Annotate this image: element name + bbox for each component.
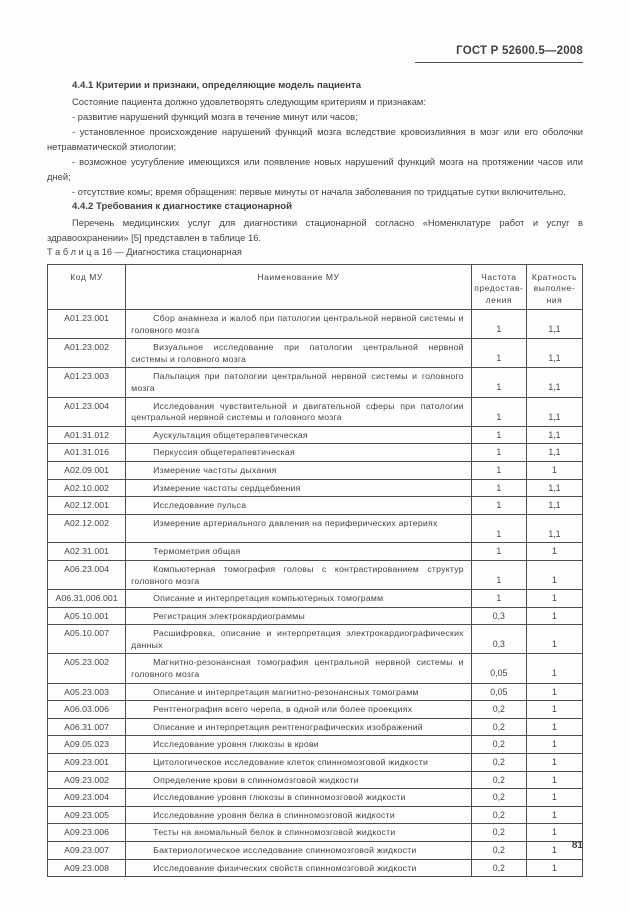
cell-frequency — [471, 444, 526, 462]
cell-service-code — [48, 771, 126, 789]
clause-442-paragraph-1: Перечень медицинских услуг для диагностики стационарной согласно «Номенклатуре работ и услуг в здравоохранении» [5] представлен в таблице 16. — [47, 216, 583, 243]
service-code-text: A01.31.016 — [64, 447, 110, 458]
cell-service-name — [126, 479, 472, 497]
multiplicity-value: 1,1 — [548, 382, 561, 393]
column-header-multiplicity-line-3: ния — [546, 294, 563, 305]
cell-multiplicity — [526, 859, 582, 877]
frequency-value: 0,3 — [492, 639, 505, 650]
cell-service-name — [126, 426, 472, 444]
column-header-code — [48, 265, 126, 310]
cell-frequency — [471, 654, 526, 683]
cell-frequency — [471, 479, 526, 497]
page-number: 81 — [571, 840, 583, 851]
table-row — [48, 607, 583, 625]
cell-service-code — [48, 560, 126, 589]
service-name-text: Исследование физических свойств спинномозговой жидкости — [153, 862, 417, 873]
table-row — [48, 590, 583, 608]
cell-multiplicity — [526, 368, 582, 397]
service-name-text: Определение крови в спинномозговой жидкости — [153, 774, 359, 785]
frequency-value: 0,2 — [492, 792, 505, 803]
cell-service-code — [48, 444, 126, 462]
table-row — [48, 754, 583, 772]
cell-service-code — [48, 718, 126, 736]
service-name-text: Пальпация при патологии центральной нервной системы и головного мозга — [131, 371, 464, 393]
cell-multiplicity — [526, 736, 582, 754]
cell-multiplicity — [526, 461, 582, 479]
cell-service-name — [126, 339, 472, 368]
cell-frequency — [471, 310, 526, 339]
table-caption — [47, 246, 242, 259]
frequency-value: 0,2 — [492, 809, 505, 820]
cell-frequency — [471, 397, 526, 426]
multiplicity-value: 1 — [551, 862, 557, 873]
service-code-text: A01.23.002 — [64, 342, 110, 353]
cell-multiplicity — [526, 625, 582, 654]
column-header-name-text: Наименование МУ — [257, 272, 340, 282]
cell-multiplicity — [526, 789, 582, 807]
cell-frequency — [471, 771, 526, 789]
table-row — [48, 339, 583, 368]
table-row — [48, 426, 583, 444]
frequency-value: 1 — [496, 429, 502, 440]
column-header-name — [126, 265, 472, 310]
service-code-text: A02.09.001 — [64, 464, 110, 475]
column-header-frequency-line-3: ления — [485, 294, 513, 305]
cell-service-name — [126, 718, 472, 736]
cell-frequency — [471, 789, 526, 807]
service-name-text: Сбор анамнеза и жалоб при патологии центральной нервной системы и головного мозга — [131, 313, 464, 335]
cell-service-name — [126, 806, 472, 824]
cell-service-name — [126, 789, 472, 807]
column-header-frequency-line-1: Частота — [481, 272, 517, 282]
cell-multiplicity — [526, 754, 582, 772]
service-name-text: Тесты на аномальный белок в спинномозговой жидкости — [153, 827, 396, 838]
cell-service-code — [48, 590, 126, 608]
cell-service-name — [126, 736, 472, 754]
table-row — [48, 497, 583, 515]
table-row — [48, 625, 583, 654]
multiplicity-value: 1 — [551, 574, 557, 585]
service-code-text: A01.23.001 — [64, 313, 110, 323]
cell-service-name — [126, 824, 472, 842]
cell-service-code — [48, 310, 126, 339]
table-row — [48, 806, 583, 824]
cell-frequency — [471, 718, 526, 736]
cell-frequency — [471, 859, 526, 877]
table-caption-title: Диагностика стационарная — [126, 247, 242, 257]
multiplicity-value: 1 — [551, 809, 557, 820]
service-name-text: Измерение артериального давления на периферических артериях — [153, 517, 438, 528]
multiplicity-value: 1 — [551, 639, 557, 650]
cell-service-code — [48, 514, 126, 543]
service-code-text: A05.23.003 — [64, 686, 110, 697]
service-name-text: Исследование пульса — [153, 500, 247, 511]
service-name-text: Визуальное исследование при патологии центральной нервной системы и головного мозга — [131, 342, 464, 364]
service-code-text: A01.23.004 — [64, 400, 110, 411]
service-name-text: Магнитно-резонансная томография центральной нервной системы и головного мозга — [131, 657, 464, 680]
column-header-frequency — [471, 265, 526, 310]
clause-heading-442: 4.4.2 Требования к диагностике стационарной — [72, 201, 293, 213]
service-name-text: Измерение частоты сердцебиения — [153, 482, 301, 493]
frequency-value: 1 — [496, 482, 502, 493]
table-row — [48, 444, 583, 462]
multiplicity-value: 1,1 — [548, 447, 561, 458]
cell-service-name — [126, 497, 472, 515]
table-row — [48, 771, 583, 789]
frequency-value: 0,2 — [492, 827, 505, 838]
cell-multiplicity — [526, 683, 582, 701]
service-name-text: Исследование уровня белка в спинномозговой жидкости — [153, 809, 395, 820]
service-name-text: Бактериологическое исследование спинномозговой жидкости — [153, 845, 417, 855]
service-name-text: Термометрия общая — [153, 546, 241, 557]
service-name-text: Расшифровка, описание и интерпретация электрокардиографических данных — [131, 628, 464, 650]
service-code-text: A09.23.006 — [64, 827, 110, 838]
column-header-multiplicity-line-2: выполне- — [533, 283, 576, 294]
table-row — [48, 701, 583, 719]
service-code-text: A02.12.002 — [64, 517, 110, 528]
cell-multiplicity — [526, 310, 582, 339]
frequency-value: 1 — [496, 411, 502, 422]
cell-multiplicity — [526, 560, 582, 589]
multiplicity-value: 1 — [551, 827, 557, 838]
cell-frequency — [471, 683, 526, 701]
cell-service-code — [48, 701, 126, 719]
frequency-value: 1 — [496, 593, 502, 604]
service-code-text: A06.31.007 — [64, 721, 110, 732]
table-row — [48, 789, 583, 807]
frequency-value: 1 — [496, 324, 502, 334]
table-row — [48, 461, 583, 479]
clause-441-paragraph-5: - отсутствие комы; время обращения: первые минуты от начала заболевания по тридцатые сутки включительно. — [72, 186, 566, 198]
frequency-value: 0,2 — [492, 721, 505, 732]
multiplicity-value: 1 — [551, 610, 557, 621]
cell-multiplicity — [526, 806, 582, 824]
cell-frequency — [471, 754, 526, 772]
cell-frequency — [471, 590, 526, 608]
multiplicity-value: 1,1 — [548, 429, 561, 440]
frequency-value: 1 — [496, 464, 502, 475]
table-header-row — [48, 265, 583, 310]
cell-multiplicity — [526, 426, 582, 444]
service-code-text: A05.10.001 — [64, 610, 110, 621]
multiplicity-value: 1 — [551, 686, 557, 697]
cell-frequency — [471, 806, 526, 824]
multiplicity-value: 1,1 — [548, 411, 561, 422]
multiplicity-value: 1 — [551, 774, 557, 785]
service-name-text: Перкуссия общетерапевтическая — [153, 447, 295, 458]
clause-heading-441: 4.4.1 Критерии и признаки, определяющие модель пациента — [72, 80, 362, 91]
multiplicity-value: 1,1 — [548, 353, 561, 364]
cell-multiplicity — [526, 444, 582, 462]
service-name-text: Исследование уровня глюкозы в крови — [153, 739, 319, 750]
column-header-frequency-text — [472, 265, 526, 306]
frequency-value: 1 — [496, 574, 502, 585]
column-header-frequency-line-2: предостав- — [474, 283, 524, 294]
cell-multiplicity — [526, 514, 582, 543]
cell-service-code — [48, 397, 126, 426]
service-name-text: Рентгенография всего черепа, в одной или более проекциях — [153, 704, 413, 715]
cell-multiplicity — [526, 654, 582, 683]
cell-service-name — [126, 771, 472, 789]
frequency-value: 1 — [496, 447, 502, 458]
cell-multiplicity — [526, 590, 582, 608]
cell-frequency — [471, 625, 526, 654]
multiplicity-value: 1 — [551, 739, 557, 750]
cell-service-name — [126, 514, 472, 543]
table-caption-label: Т а б л и ц а 16 — [47, 247, 112, 257]
service-code-text: A05.23.002 — [64, 657, 110, 668]
service-code-text: A05.10.007 — [64, 628, 110, 639]
cell-service-name — [126, 625, 472, 654]
cell-frequency — [471, 701, 526, 719]
table-row — [48, 654, 583, 683]
service-name-text: Описание и интерпретация рентгенографических изображений — [153, 721, 423, 732]
column-header-multiplicity-text — [527, 265, 582, 306]
multiplicity-value: 1 — [551, 464, 557, 475]
multiplicity-value: 1,1 — [548, 500, 561, 511]
cell-frequency — [471, 461, 526, 479]
cell-multiplicity — [526, 543, 582, 561]
service-name-text: Измерение частоты дыхания — [153, 464, 277, 475]
multiplicity-value: 1 — [551, 757, 557, 768]
clause-441-paragraph-3: - установленное происхождение нарушений функций мозга вследствие кровоизлияния в мозг или его оболочки нетравматической этиологии; — [47, 125, 583, 152]
cell-service-code — [48, 683, 126, 701]
cell-frequency — [471, 426, 526, 444]
clause-441-paragraph-4: - возможное усугубление имеющихся или появление новых нарушений функций мозга на протяжении часов или дней; — [47, 155, 583, 183]
cell-multiplicity — [526, 339, 582, 368]
service-code-text: A01.23.003 — [64, 371, 110, 382]
service-code-text: A09.23.002 — [64, 774, 110, 785]
cell-service-name — [126, 754, 472, 772]
frequency-value: 1 — [496, 500, 502, 511]
column-header-multiplicity-line-1: Кратность — [531, 272, 577, 282]
cell-multiplicity — [526, 701, 582, 719]
multiplicity-value: 1 — [551, 546, 557, 557]
table-row — [48, 560, 583, 589]
frequency-value: 0,05 — [490, 686, 508, 697]
service-code-text: A06.31.006.001 — [55, 593, 118, 604]
cell-service-code — [48, 859, 126, 877]
cell-service-code — [48, 789, 126, 807]
table-row — [48, 479, 583, 497]
service-code-text: A06.23.004 — [64, 563, 110, 574]
column-header-code-text: Код МУ — [70, 272, 103, 282]
column-header-multiplicity — [526, 265, 582, 310]
frequency-value: 1 — [496, 528, 502, 539]
cell-frequency — [471, 842, 526, 860]
cell-service-code — [48, 543, 126, 561]
service-name-text: Описание и интерпретация компьютерных томограмм — [153, 593, 384, 604]
multiplicity-value: 1 — [551, 721, 557, 732]
service-code-text: A09.05.023 — [64, 739, 110, 750]
cell-service-code — [48, 842, 126, 860]
clause-441-paragraph-1: Состояние пациента должно удовлетворять следующим критериям и признакам: — [72, 95, 426, 107]
cell-service-code — [48, 654, 126, 683]
cell-frequency — [471, 607, 526, 625]
cell-service-name — [126, 310, 472, 339]
cell-service-name — [126, 560, 472, 589]
multiplicity-value: 1,1 — [548, 324, 561, 334]
cell-service-code — [48, 339, 126, 368]
service-code-text: A09.23.008 — [64, 862, 110, 873]
multiplicity-value: 1 — [551, 792, 557, 803]
cell-service-code — [48, 806, 126, 824]
multiplicity-value: 1 — [551, 845, 557, 855]
cell-service-name — [126, 607, 472, 625]
cell-service-code — [48, 461, 126, 479]
cell-service-code — [48, 497, 126, 515]
frequency-value: 0,2 — [492, 739, 505, 750]
frequency-value: 1 — [496, 353, 502, 364]
table-row — [48, 824, 583, 842]
table-caption-dash: — — [114, 247, 124, 257]
cell-service-code — [48, 754, 126, 772]
table-header — [48, 265, 583, 310]
frequency-value: 1 — [496, 382, 502, 393]
service-code-text: A01.31.012 — [64, 429, 110, 440]
cell-service-code — [48, 736, 126, 754]
cell-service-name — [126, 543, 472, 561]
service-code-text: A02.10.002 — [64, 482, 110, 493]
table-row — [48, 736, 583, 754]
multiplicity-value: 1,1 — [548, 482, 561, 493]
service-name-text: Компьютерная томография головы с контрастированием структур головного мозга — [131, 563, 464, 586]
service-name-text: Описание и интерпретация магнитно-резонансных томограмм — [153, 686, 419, 697]
cell-multiplicity — [526, 497, 582, 515]
cell-frequency — [471, 514, 526, 543]
service-name-text: Аускультация общетерапевтическая — [153, 429, 308, 440]
running-header — [47, 44, 583, 58]
frequency-value: 0,05 — [490, 668, 508, 679]
medical-services-table — [47, 264, 583, 877]
service-name-text: Исследования чувствительной и двигательной сферы при патологии центральной нервной системы и головного мозга — [131, 400, 464, 423]
frequency-value: 0,2 — [492, 757, 505, 768]
cell-service-code — [48, 824, 126, 842]
cell-multiplicity — [526, 771, 582, 789]
cell-multiplicity — [526, 718, 582, 736]
table-row — [48, 310, 583, 339]
service-code-text: A02.12.001 — [64, 500, 110, 511]
cell-frequency — [471, 824, 526, 842]
cell-multiplicity — [526, 824, 582, 842]
service-code-text: A06.03.006 — [64, 704, 110, 715]
multiplicity-value: 1 — [551, 593, 557, 604]
cell-frequency — [471, 497, 526, 515]
table-row — [48, 368, 583, 397]
table-row — [48, 543, 583, 561]
table-row — [48, 514, 583, 543]
cell-frequency — [471, 560, 526, 589]
cell-service-name — [126, 590, 472, 608]
service-code-text: A09.23.001 — [64, 757, 110, 768]
body-content — [47, 78, 583, 245]
multiplicity-value: 1 — [551, 668, 557, 679]
cell-service-name — [126, 397, 472, 426]
table-row — [48, 718, 583, 736]
frequency-value: 0,2 — [492, 845, 505, 855]
cell-service-name — [126, 461, 472, 479]
cell-multiplicity — [526, 479, 582, 497]
cell-service-name — [126, 683, 472, 701]
frequency-value: 0,2 — [492, 774, 505, 785]
cell-service-code — [48, 368, 126, 397]
service-name-text: Исследование уровня глюкозы в спинномозговой жидкости — [153, 792, 406, 803]
cell-service-code — [48, 426, 126, 444]
cell-frequency — [471, 543, 526, 561]
frequency-value: 1 — [496, 546, 502, 557]
cell-multiplicity — [526, 607, 582, 625]
service-name-text: Регистрация электрокардиограммы — [153, 610, 306, 621]
cell-service-name — [126, 859, 472, 877]
cell-multiplicity — [526, 397, 582, 426]
cell-service-name — [126, 444, 472, 462]
multiplicity-value: 1,1 — [548, 528, 561, 539]
cell-service-name — [126, 701, 472, 719]
table-body — [48, 310, 583, 877]
table-row — [48, 397, 583, 426]
service-code-text: A09.23.004 — [64, 792, 110, 803]
cell-service-name — [126, 654, 472, 683]
service-code-text: A09.23.005 — [64, 809, 110, 820]
frequency-value: 0,3 — [492, 610, 505, 621]
cell-service-name — [126, 368, 472, 397]
frequency-value: 0,2 — [492, 862, 505, 873]
clause-441-paragraph-2: - развитие нарушений функций мозга в течение минут или часов; — [72, 110, 358, 122]
cell-service-code — [48, 607, 126, 625]
table-row — [48, 842, 583, 860]
cell-frequency — [471, 339, 526, 368]
service-code-text: A09.23.007 — [64, 845, 110, 855]
header-rule — [415, 62, 583, 63]
table-row — [48, 859, 583, 877]
table-container — [47, 264, 583, 877]
cell-frequency — [471, 368, 526, 397]
cell-service-code — [48, 625, 126, 654]
cell-frequency — [471, 736, 526, 754]
cell-service-name — [126, 842, 472, 860]
service-name-text: Цитологическое исследование клеток спинномозговой жидкости — [153, 757, 429, 768]
table-row — [48, 683, 583, 701]
cell-service-code — [48, 479, 126, 497]
multiplicity-value: 1 — [551, 704, 557, 715]
service-code-text: A02.31.001 — [64, 546, 110, 557]
frequency-value: 0,2 — [492, 704, 505, 715]
standard-designation: ГОСТ Р 52600.5—2008 — [456, 45, 583, 57]
